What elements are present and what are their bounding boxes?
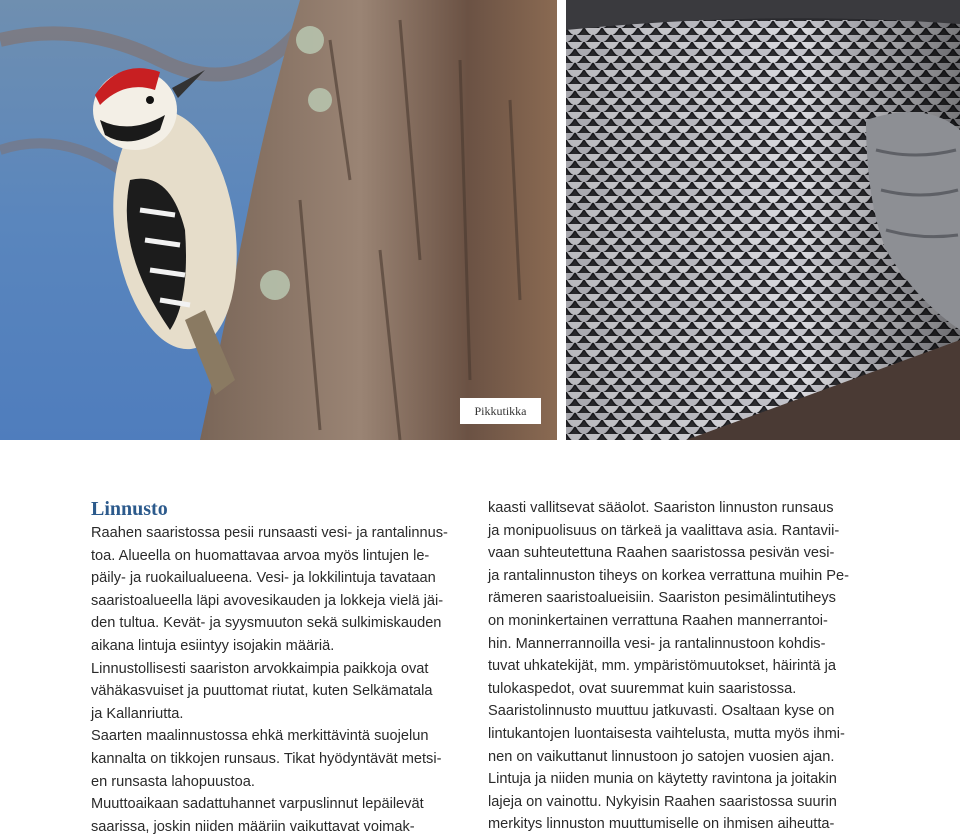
paragraph-woodpeckers: [91, 725, 469, 793]
text-line: Lintuja ja niiden munia on käytetty ravintona ja joitakin: [488, 771, 837, 788]
article-right-column: [488, 497, 866, 836]
text-line: nen on vaikuttanut linnustoon jo satojen vuosien ajan.: [488, 748, 835, 765]
fish-scales-photo: [566, 0, 960, 440]
text-line: en runsasta lahopuustoa.: [91, 773, 255, 790]
text-line: tuvat uhkatekijät, mm. ympäristömuutokset, häirintä ja: [488, 658, 836, 675]
text-line: ja Kallanriutta.: [91, 705, 184, 722]
text-line: Muuttoaikaan sadattuhannet varpuslinnut lepäilevät: [91, 796, 424, 813]
text-line: on moninkertainen verrattuna Raahen mannerrantoi-: [488, 612, 828, 629]
paragraph-density: [488, 497, 866, 700]
text-line: ja monipuolisuus on tärkeä ja vaalittava asia. Rantavii-: [488, 522, 840, 539]
text-line: ja rantalinnuston tiheys on korkea verrattuna muihin Pe-: [488, 567, 849, 584]
text-line: hin. Mannerrannoilla vesi- ja rantalinnustoon kohdis-: [488, 635, 826, 652]
text-line: lajeja on vainottu. Nykyisin Raahen saaristossa suurin: [488, 793, 837, 810]
paragraph-changes: [488, 700, 866, 836]
text-line: Raahen saaristossa pesii runsaasti vesi- ja rantalinnus-: [91, 525, 448, 541]
text-line: saarissa, joskin niiden määriin vaikuttavat voimak-: [91, 818, 415, 835]
text-line: vaan suhteutettuna Raahen saaristossa pesivän vesi-: [488, 545, 835, 562]
text-line: lintukantojen luontaisesta vaihtelusta, mutta myös ihmi-: [488, 725, 845, 742]
text-line: saaristoalueella läpi avovesikauden ja lokkeja vielä jäi-: [91, 592, 444, 609]
text-line: den tultua. Kevät- ja syysmuuton sekä sulkimiskauden: [91, 615, 442, 632]
text-line: toa. Alueella on huomattavaa arvoa myös lintujen le-: [91, 547, 430, 564]
text-line: aikana lintuja esiintyy isojakin määriä.: [91, 637, 335, 654]
text-line: vähäkasvuiset ja puuttomat riutat, kuten Selkämatala: [91, 683, 433, 700]
text-line: päily- ja ruokailualueena. Vesi- ja lokkilintuja tavataan: [91, 570, 436, 587]
text-line: Saarten maalinnustossa ehkä merkittävintä suojelun: [91, 728, 429, 745]
text-line: kannalta on tikkojen runsaus. Tikat hyödyntävät metsi-: [91, 750, 442, 767]
text-line: tulokaspedot, ovat suuremmat kuin saaristossa.: [488, 680, 797, 697]
paragraph-valuable-sites: [91, 658, 469, 726]
article-left-column: [91, 496, 469, 838]
text-line: Saaristolinnusto muuttuu jatkuvasti. Osaltaan kyse on: [488, 703, 835, 720]
section-heading: Linnusto: [91, 498, 168, 520]
text-line: Linnustollisesti saariston arvokkaimpia paikkoja ovat: [91, 660, 429, 677]
text-line: kaasti vallitsevat sääolot. Saariston linnuston runsaus: [488, 500, 834, 516]
woodpecker-photo: [0, 0, 557, 440]
photo-caption: Pikkutikka: [460, 398, 541, 424]
paragraph-migration: [91, 793, 469, 838]
text-line: merkitys linnuston muuttumiselle on ihmisen aiheutta-: [488, 816, 835, 833]
text-line: rämeren saaristoalueisiin. Saariston pesimälintutiheys: [488, 590, 836, 607]
paragraph-intro: [91, 522, 469, 658]
